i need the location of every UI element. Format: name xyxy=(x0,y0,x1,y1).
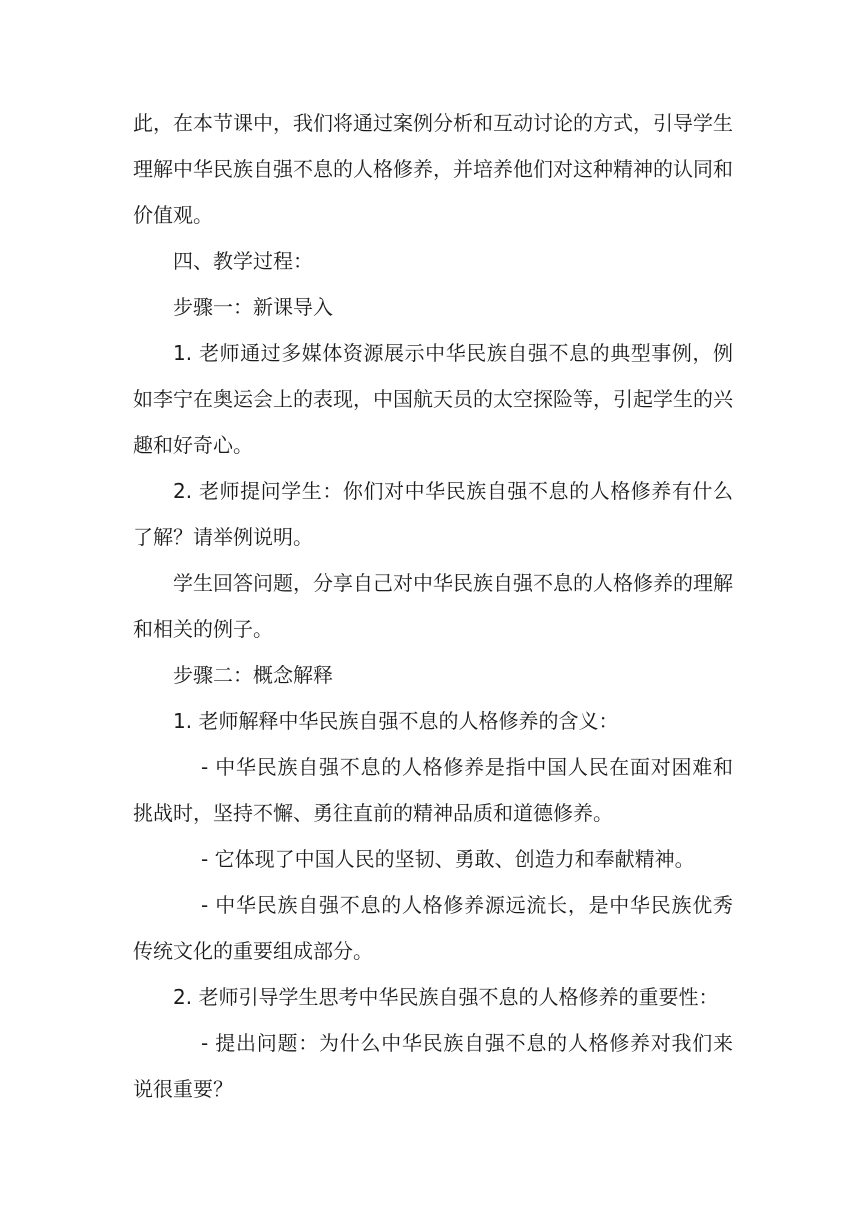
step2-bullet-1: - 中华民族自强不息的人格修养是指中国人民在面对困难和挑战时，坚持不懈、勇往直前的精神品质和道德修养。 xyxy=(133,755,733,825)
step1-item-2: 2. 老师提问学生：你们对中华民族自强不息的人格修养有什么了解？请举例说明。 xyxy=(133,479,733,549)
section-heading-teaching-process: 四、教学过程： xyxy=(173,249,313,273)
step2-bullet-4: - 提出问题：为什么中华民族自强不息的人格修养对我们来说很重要？ xyxy=(133,1031,733,1101)
step2-bullet-2: - 它体现了中国人民的坚韧、勇敢、创造力和奉献精神。 xyxy=(201,847,695,871)
student-response-paragraph: 学生回答问题，分享自己对中华民族自强不息的人格修养的理解和相关的例子。 xyxy=(133,571,733,641)
document-body xyxy=(133,100,733,1112)
step-heading-1: 步骤一：新课导入 xyxy=(173,295,333,319)
step-heading-2: 步骤二：概念解释 xyxy=(173,663,333,687)
step2-bullet-3: - 中华民族自强不息的人格修养源远流长，是中华民族优秀传统文化的重要组成部分。 xyxy=(133,893,733,963)
step2-item-2: 2. 老师引导学生思考中华民族自强不息的人格修养的重要性： xyxy=(173,985,719,1009)
paragraph-continuation: 此，在本节课中，我们将通过案例分析和互动讨论的方式，引导学生理解中华民族自强不息的人格修养，并培养他们对这种精神的认同和价值观。 xyxy=(133,111,733,227)
step2-item-1: 1. 老师解释中华民族自强不息的人格修养的含义： xyxy=(173,709,619,733)
step1-item-1: 1. 老师通过多媒体资源展示中华民族自强不息的典型事例，例如李宁在奥运会上的表现，中国航天员的太空探险等，引起学生的兴趣和好奇心。 xyxy=(133,341,733,457)
